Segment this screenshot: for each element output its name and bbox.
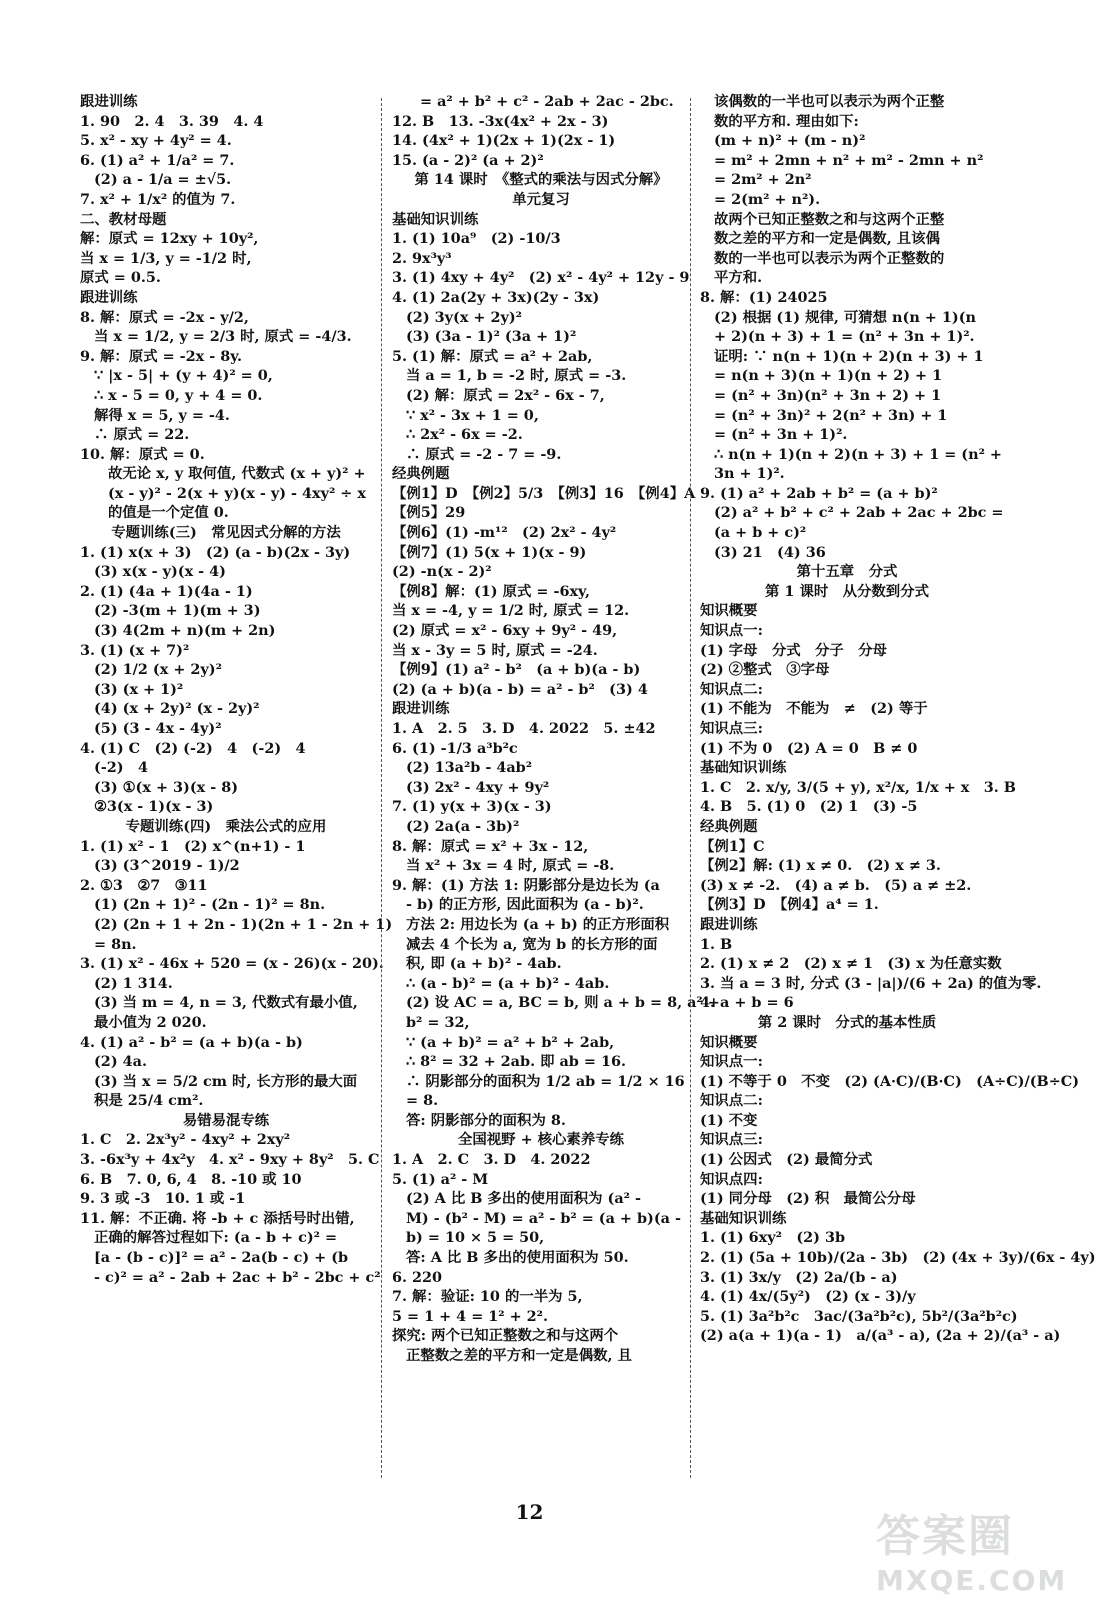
- answer-line: 单元复习: [512, 190, 570, 208]
- answer-line: 二、教材母题: [80, 210, 167, 228]
- answer-line: (2) -n(x - 2)²: [392, 563, 492, 581]
- answer-line: 7. x² + 1/x² 的值为 7.: [80, 190, 236, 208]
- answer-line: (2) 3y(x + 2y)²: [406, 308, 522, 326]
- answer-line: 数的平方和. 理由如下:: [714, 112, 859, 130]
- answer-line: (2) ②整式 ③字母: [700, 661, 830, 679]
- answer-line: 经典例题: [700, 817, 758, 835]
- answer-line: (1) 字母 分式 分子 分母: [700, 641, 887, 659]
- answer-line: 8. 解：原式 = -2x - y/2,: [80, 308, 249, 326]
- answer-line: (2) A 比 B 多出的使用面积为 (a² -: [406, 1190, 641, 1208]
- answer-line: - b) 的正方形, 因此面积为 (a - b)².: [406, 896, 644, 914]
- answer-line: 1. (1) x(x + 3) (2) (a - b)(2x - 3y): [80, 543, 351, 561]
- answer-line: 积是 25/4 cm².: [94, 1092, 204, 1110]
- answer-line: (2) 原式 = x² - 6xy + 9y² - 49,: [392, 622, 618, 640]
- answer-line: (3) 21 (4) 36: [714, 543, 826, 561]
- answer-column-1: [80, 92, 393, 1287]
- answer-line: 3. (1) x² - 46x + 520 = (x - 26)(x - 20).: [80, 955, 384, 973]
- answer-line: (1) (2n + 1)² - (2n - 1)² = 8n.: [94, 896, 326, 914]
- answer-line: (2) (2n + 1 + 2n - 1)(2n + 1 - 2n + 1): [94, 915, 393, 933]
- answer-line: b) = 10 × 5 = 50,: [406, 1229, 545, 1247]
- answer-line: 【例9】(1) a² - b² (a + b)(a - b): [392, 661, 641, 679]
- answer-line: (3) ①(x + 3)(x - 8): [94, 778, 239, 796]
- answer-line: (2) 1 314.: [94, 974, 173, 992]
- answer-line: (2) (a + b)(a - b) = a² - b² (3) 4: [392, 680, 648, 698]
- answer-line: 知识点四:: [700, 1170, 763, 1188]
- answer-line: 当 x² + 3x = 4 时, 原式 = -8.: [406, 857, 615, 875]
- answer-line: ∴ x - 5 = 0, y + 4 = 0.: [94, 386, 263, 404]
- answer-line: 【例1】D 【例2】5/3 【例3】16 【例4】A: [392, 484, 696, 502]
- answer-line: 第 2 课时 分式的基本性质: [757, 1013, 937, 1031]
- answer-line: 【例3】D 【例4】a⁴ = 1.: [700, 896, 879, 914]
- answer-line: 3n + 1)².: [714, 465, 785, 483]
- answer-line: (2) 13a²b - 4ab²: [406, 759, 533, 777]
- answer-line: 5. (1) 3a²b²c 3ac/(3a²b²c), 5b²/(3a²b²c): [700, 1307, 1018, 1325]
- answer-line: (2) 4a.: [94, 1053, 147, 1071]
- answer-line: 6. B 7. 0, 6, 4 8. -10 或 10: [80, 1170, 302, 1188]
- answer-line: 解得 x = 5, y = -4.: [94, 406, 230, 424]
- answer-line: 【例2】解: (1) x ≠ 0. (2) x ≠ 3.: [700, 857, 941, 875]
- answer-line: (1) 公因式 (2) 最简分式: [700, 1151, 873, 1169]
- answer-line: 2. 9x³y³: [392, 249, 452, 267]
- answer-line: 12. B 13. -3x(4x² + 2x - 3): [392, 112, 609, 130]
- answer-line: 【例6】(1) -m¹² (2) 2x² - 4y²: [392, 524, 617, 542]
- watermark-text: 答案圈: [876, 1511, 1014, 1562]
- answer-line: 第 1 课时 从分数到分式: [765, 582, 929, 600]
- answer-line: 基础知识训练: [700, 1209, 787, 1227]
- answer-line: = (n² + 3n)(n² + 3n + 2) + 1: [714, 386, 942, 404]
- answer-line: = m² + 2mn + n² + m² - 2mn + n²: [714, 151, 984, 169]
- answer-line: (-2) 4: [94, 759, 149, 777]
- answer-line: 知识点一:: [700, 1053, 763, 1071]
- answer-line: 9. 解：(1) 方法 1: 阴影部分是边长为 (a: [392, 876, 660, 894]
- answer-line: 1. (1) x² - 1 (2) x^(n+1) - 1: [80, 837, 306, 855]
- answer-line: ②3(x - 1)(x - 3): [94, 798, 214, 816]
- answer-line: 跟进训练: [700, 915, 758, 933]
- answer-line: 3. 当 a = 3 时, 分式 (3 - |a|)/(6 + 2a) 的值为零.: [700, 974, 1042, 992]
- answer-line: = (n² + 3n + 1)².: [714, 426, 848, 444]
- answer-line: = a² + b² + c² - 2ab + 2ac - 2bc.: [420, 93, 674, 110]
- answer-line: 经典例题: [392, 465, 450, 483]
- answer-line: 2. (1) x ≠ 2 (2) x ≠ 1 (3) x 为任意实数: [700, 955, 1002, 973]
- answer-line: 当 x = 1/2, y = 2/3 时, 原式 = -4/3.: [94, 328, 352, 346]
- answer-line: 4. (1) a² - b² = (a + b)(a - b): [80, 1033, 303, 1051]
- answer-line: ∴ 原式 = -2 - 7 = -9.: [406, 445, 562, 463]
- answer-line: 9. (1) a² + 2ab + b² = (a + b)²: [700, 484, 938, 502]
- answer-line: (3) x ≠ -2. (4) a ≠ b. (5) a ≠ ±2.: [700, 876, 972, 894]
- answer-line: [a - (b - c)]² = a² - 2a(b - c) + (b: [94, 1249, 349, 1267]
- answer-line: 2. ①3 ②7 ③11: [80, 876, 208, 894]
- answer-line: 全国视野 + 核心素养专练: [458, 1131, 624, 1149]
- answer-line: 1. (1) 6xy² (2) 3b: [700, 1229, 846, 1247]
- answer-line: (3) 当 x = 5/2 cm 时, 长方形的最大面: [94, 1072, 358, 1090]
- answer-line: (2) 解：原式 = 2x² - 6x - 7,: [406, 386, 605, 404]
- answer-line: 1. 90 2. 4 3. 39 4. 4: [80, 112, 264, 130]
- column-divider: [381, 98, 382, 1478]
- answer-line: 1. (1) 10a⁹ (2) -10/3: [392, 230, 561, 248]
- answer-line: 4. B 5. (1) 0 (2) 1 (3) -5: [700, 798, 918, 816]
- answer-line: 当 x - 3y = 5 时, 原式 = -24.: [392, 641, 598, 659]
- answer-line: ∴ (a - b)² = (a + b)² - 4ab.: [406, 974, 610, 992]
- answer-line: (4) (x + 2y)² (x - 2y)²: [94, 700, 260, 718]
- answer-line: 知识点二:: [700, 1092, 763, 1110]
- answer-line: (3) (x + 1)²: [94, 680, 184, 698]
- answer-line: = 8.: [406, 1092, 439, 1110]
- answer-line: 9. 解：原式 = -2x - 8y.: [80, 347, 242, 365]
- answer-line: b² = 32,: [406, 1013, 470, 1031]
- answer-line: (3) 4(2m + n)(m + 2n): [94, 622, 276, 640]
- answer-line: 7. (1) y(x + 3)(x - 3): [392, 798, 552, 816]
- answer-line: (2) a(a + 1)(a - 1) a/(a³ - a), (2a + 2)/(a³ - a): [700, 1327, 1061, 1345]
- answer-line: (2) 根据 (1) 规律, 可猜想 n(n + 1)(n: [714, 308, 976, 326]
- answer-line: 7. 解：验证: 10 的一半为 5,: [392, 1288, 583, 1306]
- answer-line: ∴ 8² = 32 + 2ab. 即 ab = 16.: [406, 1053, 626, 1071]
- answer-line: 9. 3 或 -3 10. 1 或 -1: [80, 1190, 246, 1208]
- answer-line: 故两个已知正整数之和与这两个正整: [714, 210, 945, 228]
- answer-line: 基础知识训练: [392, 210, 479, 228]
- answer-line: (2) a - 1/a = ±√5.: [94, 171, 232, 189]
- answer-line: 6. (1) -1/3 a³b²c: [392, 739, 518, 757]
- answer-line: 原式 = 0.5.: [80, 269, 161, 287]
- answer-line: 4. a + b = 6: [700, 994, 794, 1012]
- answer-line: 6. (1) a² + 1/a² = 7.: [80, 151, 235, 169]
- answer-line: 4. (1) C (2) (-2) 4 (-2) 4: [80, 739, 306, 757]
- answer-line: (2) 设 AC = a, BC = b, 则 a + b = 8, a² +: [406, 994, 720, 1012]
- answer-line: 数之差的平方和一定是偶数, 且该偶: [714, 230, 940, 248]
- answer-line: 知识概要: [700, 602, 758, 620]
- answer-line: 15. (a - 2)² (a + 2)²: [392, 151, 544, 169]
- answer-line: (x - y)² - 2(x + y)(x - y) - 4xy² ÷ x: [108, 484, 366, 502]
- watermark-logo: [876, 1500, 1068, 1597]
- answer-line: 跟进训练: [392, 700, 450, 718]
- answer-line: 14. (4x² + 1)(2x + 1)(2x - 1): [392, 132, 616, 150]
- answer-line: (1) 不为 0 (2) A = 0 B ≠ 0: [700, 739, 918, 757]
- column-divider: [690, 98, 691, 1478]
- answer-line: 答: A 比 B 多出的使用面积为 50.: [406, 1249, 629, 1267]
- answer-line: 3. (1) (x + 7)²: [80, 641, 190, 659]
- answer-line: 4. (1) 4x/(5y²) (2) (x - 3)/y: [700, 1288, 916, 1306]
- page-number: 12: [515, 1500, 544, 1524]
- answer-line: 当 x = 1/3, y = -1/2 时,: [80, 249, 252, 267]
- answer-line: 正确的解答过程如下: (a - b + c)² =: [94, 1229, 338, 1247]
- answer-line: 【例8】解：(1) 原式 = -6xy,: [392, 582, 591, 600]
- answer-line: 该偶数的一半也可以表示为两个正整: [714, 93, 945, 110]
- answer-line: 3. (1) 4xy + 4y² (2) x² - 4y² + 12y - 9: [392, 269, 690, 287]
- answer-line: 正整数之差的平方和一定是偶数, 且: [406, 1347, 632, 1364]
- answer-line: (2) 1/2 (x + 2y)²: [94, 661, 222, 679]
- answer-line: 2. (1) (4a + 1)(4a - 1): [80, 582, 253, 600]
- answer-line: ∵ |x - 5| + (y + 4)² = 0,: [94, 367, 273, 385]
- answer-line: 10. 解：原式 = 0.: [80, 445, 205, 463]
- answer-line: 3. (1) 3x/y (2) 2a/(b - a): [700, 1268, 898, 1286]
- answer-line: (5) (3 - 4x - 4y)²: [94, 720, 222, 737]
- answer-line: 知识点三:: [700, 1131, 763, 1149]
- answer-line: 8. 解：原式 = x² + 3x - 12,: [392, 837, 589, 855]
- answer-line: 1. C 2. 2x³y² - 4xy² + 2xy²: [80, 1131, 291, 1149]
- answer-line: (3) 当 m = 4, n = 3, 代数式有最小值,: [94, 994, 358, 1012]
- answer-line: 知识概要: [700, 1033, 758, 1051]
- answer-line: 1. B: [700, 935, 733, 953]
- answer-line: (m + n)² + (m - n)²: [714, 132, 866, 150]
- answer-line: 数的一半也可以表示为两个正整数的: [714, 249, 945, 267]
- answer-line: 专题训练(四) 乘法公式的应用: [125, 817, 327, 835]
- answer-line: = (n² + 3n)² + 2(n² + 3n) + 1: [714, 406, 948, 424]
- answer-line: (1) 不等于 0 不变 (2) (A·C)/(B·C) (A÷C)/(B÷C): [700, 1072, 1080, 1090]
- answer-line: 5. (1) 解：原式 = a² + 2ab,: [392, 347, 593, 365]
- answer-line: 第 14 课时 《整式的乘法与因式分解》: [414, 171, 668, 189]
- answer-line: 【例5】29: [392, 504, 466, 522]
- answer-line: 当 a = 1, b = -2 时, 原式 = -3.: [406, 367, 627, 385]
- answer-line: 证明: ∵ n(n + 1)(n + 2)(n + 3) + 1: [714, 347, 984, 365]
- answer-line: ∵ x² - 3x + 1 = 0,: [406, 406, 539, 424]
- answer-column-2: [392, 92, 720, 1366]
- answer-line: (1) 不能为 不能为 ≠ (2) 等于: [700, 700, 928, 718]
- answer-line: ∵ (a + b)² = a² + b² + 2ab,: [406, 1033, 615, 1051]
- answer-line: 4. (1) 2a(2y + 3x)(2y - 3x): [392, 288, 600, 306]
- answer-line: 5. x² - xy + 4y² = 4.: [80, 132, 232, 150]
- answer-line: = 8n.: [94, 935, 137, 953]
- answer-line: 3. -6x³y + 4x²y 4. x² - 9xy + 8y² 5. C: [80, 1151, 380, 1169]
- answer-line: ∴ 原式 = 22.: [94, 426, 190, 444]
- answer-line: - c)² = a² - 2ab + 2ac + b² - 2bc + c²: [94, 1268, 381, 1286]
- answer-line: 方法 2: 用边长为 (a + b) 的正方形面积: [406, 915, 670, 933]
- answer-column-3: [700, 92, 1096, 1346]
- answer-line: 8. 解：(1) 24025: [700, 288, 828, 306]
- answer-line: (3) 2x² - 4xy + 9y²: [406, 778, 550, 796]
- answer-line: 跟进训练: [80, 93, 138, 110]
- answer-line: M) - (b² - M) = a² - b² = (a + b)(a -: [406, 1209, 681, 1227]
- answer-line: (1) 不变: [700, 1111, 758, 1129]
- answer-line: ∴ 2x² - 6x = -2.: [406, 426, 523, 444]
- answer-line: 最小值为 2 020.: [94, 1013, 207, 1031]
- answer-line: 基础知识训练: [700, 759, 787, 777]
- answer-line: 积, 即 (a + b)² - 4ab.: [406, 955, 562, 973]
- answer-line: 第十五章 分式: [796, 563, 898, 581]
- answer-line: 1. A 2. C 3. D 4. 2022: [392, 1151, 591, 1169]
- answer-line: 当 x = -4, y = 1/2 时, 原式 = 12.: [392, 602, 630, 620]
- answer-line: 2. (1) (5a + 10b)/(2a - 3b) (2) (4x + 3y)/(6x - 4y): [700, 1249, 1096, 1267]
- answer-line: + 2)(n + 3) + 1 = (n² + 3n + 1)².: [714, 328, 975, 346]
- answer-line: 探究: 两个已知正整数之和与这两个: [392, 1327, 619, 1345]
- answer-line: 跟进训练: [80, 288, 138, 306]
- answer-line: = n(n + 3)(n + 1)(n + 2) + 1: [714, 367, 943, 385]
- answer-line: (2) -3(m + 1)(m + 3): [94, 602, 261, 620]
- answer-line: 故无论 x, y 取何值, 代数式 (x + y)² +: [108, 465, 366, 483]
- answer-line: 答: 阴影部分的面积为 8.: [406, 1111, 566, 1129]
- answer-line: (2) 2a(a - 3b)²: [406, 817, 520, 835]
- answer-line: 5 = 1 + 4 = 1² + 2².: [392, 1307, 548, 1325]
- answer-line: (3) x(x - y)(x - 4): [94, 563, 226, 581]
- answer-line: 易错易混专练: [182, 1111, 270, 1129]
- answer-line: 平方和.: [714, 269, 763, 287]
- answer-line: (1) 同分母 (2) 积 最简公分母: [700, 1190, 916, 1208]
- answer-line: 减去 4 个长为 a, 宽为 b 的长方形的面: [406, 935, 658, 953]
- answer-line: 知识点二:: [700, 680, 763, 698]
- answer-line: 6. 220: [392, 1268, 443, 1286]
- watermark-url: MXQE.COM: [876, 1564, 1068, 1597]
- answer-line: 11. 解：不正确. 将 -b + c 添括号时出错,: [80, 1209, 355, 1227]
- answer-line: 【例1】C: [700, 837, 765, 855]
- answer-line: ∴ n(n + 1)(n + 2)(n + 3) + 1 = (n² +: [714, 445, 1002, 463]
- answer-line: 5. (1) a² - M: [392, 1170, 489, 1188]
- answer-line: ∴ 阴影部分的面积为 1/2 ab = 1/2 × 16: [406, 1072, 685, 1090]
- answer-line: (a + b + c)²: [714, 524, 807, 542]
- answer-line: 知识点一:: [700, 622, 763, 640]
- answer-line: 知识点三:: [700, 720, 763, 737]
- answer-line: 专题训练(三) 常见因式分解的方法: [111, 524, 341, 542]
- answer-line: 的值是一个定值 0.: [108, 504, 229, 522]
- answer-line: = 2m² + 2n²: [714, 171, 812, 189]
- answer-line: 1. A 2. 5 3. D 4. 2022 5. ±42: [392, 720, 656, 737]
- answer-line: 解：原式 = 12xy + 10y²,: [80, 230, 259, 248]
- answer-line: = 2(m² + n²).: [714, 190, 821, 208]
- answer-line: (3) (3a - 1)² (3a + 1)²: [406, 328, 577, 346]
- answer-line: (3) (3^2019 - 1)/2: [94, 857, 240, 875]
- answer-line: 1. C 2. x/y, 3/(5 + y), x²/x, 1/x + x 3. B: [700, 778, 1016, 796]
- answer-line: 【例7】(1) 5(x + 1)(x - 9): [392, 543, 587, 561]
- answer-line: (2) a² + b² + c² + 2ab + 2ac + 2bc =: [714, 504, 1004, 522]
